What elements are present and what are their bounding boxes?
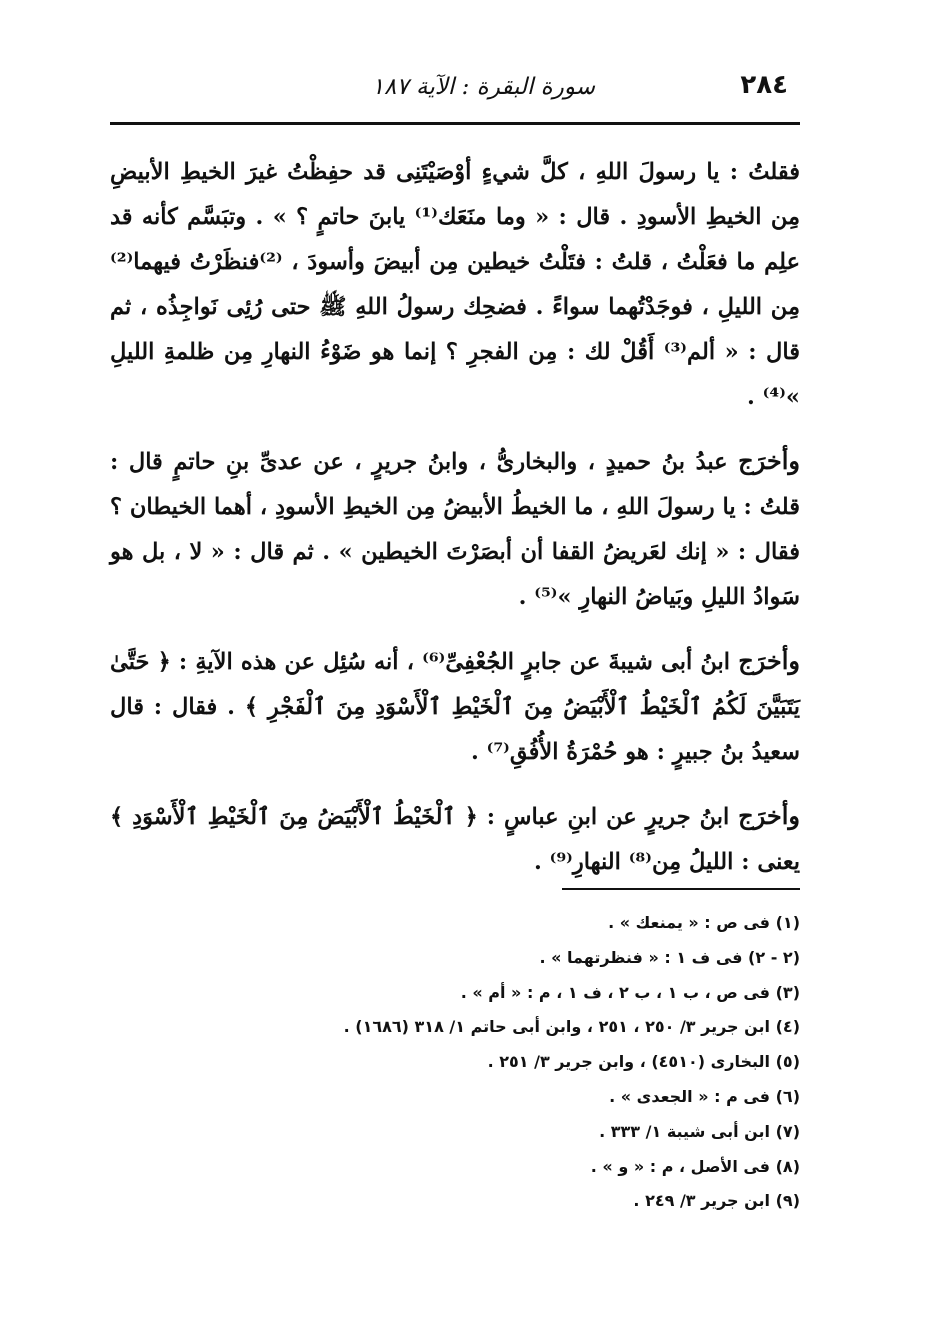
paragraph-1: [110, 150, 800, 420]
footnote-2: (٢ - ٢) فى ف ١ : « فنظرتهما » .: [539, 947, 800, 967]
paragraph-2: [110, 438, 800, 620]
footnote-8: (٨) فى الأصل ، م : « و » .: [590, 1156, 800, 1176]
footnote-3: (٣) فى ص ، ب ١ ، ب ٢ ، ف ١ ، م : « أم » .: [460, 982, 800, 1002]
footnotes: [110, 906, 800, 1219]
paragraph-4-lead: وأخرَج: [738, 801, 800, 830]
paragraph-3-lead: وأخرَج: [738, 646, 801, 675]
paragraph-3: [110, 638, 800, 775]
header-rule: [110, 122, 800, 125]
paragraph-1-text: فقلتُ : يا رسولَ اللهِ ، كلَّ شيءٍ أوْصَيْتَنِى قد حفِظْتُ غيرَ الخيطِ الأبيضِ مِن الخيطِ الأسودِ . قال : « وما منَعَك⁽¹⁾ يابنَ حاتمٍ ؟ » . وتبَسَّم كأنه قد علِم ما فعَلْتُ ، قلتُ : فتَلْتُ خيطين مِن أبيضَ وأسودَ ، ⁽²⁾فنظَرْتُ فيهما⁽²⁾ مِن الليلِ ، فوجَدْتُهما سواءً . فضحِك رسولُ اللهِ ﷺ حتى رُئِى نَواجِذُه ، ثم قال : « ألم⁽³⁾ أَقُلْ لك : مِن الفجرِ ؟ إنما هو ضَوْءُ النهارِ مِن ظلمةِ الليلِ »⁽⁴⁾ .: [110, 159, 800, 410]
paragraph-2-lead: وأخرَج: [738, 446, 800, 475]
footnote-9: (٩) ابن جرير ٣/ ٢٤٩ .: [633, 1191, 800, 1211]
footnote-7: (٧) ابن أبى شيبة ١/ ٣٣٣ .: [599, 1121, 800, 1141]
paragraph-2-text: عبدُ بنُ حميدٍ ، والبخارىُّ ، وابنُ جريرٍ ، عن عدىِّ بنِ حاتمٍ قال : قلتُ : يا رسولَ اللهِ ، ما الخيطُ الأبيضُ مِن الخيطِ الأسودِ ، أهما الخيطان ؟ فقال : « إنك لعَريضُ القفا أن أبصَرْتَ الخيطين » . ثم قال : « لا ، بل هو سَوادُ الليلِ وبَياضُ النهارِ »⁽⁵⁾ .: [110, 449, 800, 610]
footnote-5: (٥) البخارى (٤٥١٠) ، وابن جرير ٣/ ٢٥١ .: [487, 1052, 800, 1072]
running-head: سورة البقرة : الآية ١٨٧: [371, 74, 595, 100]
paragraph-4-text: ابنُ جريرٍ عن ابنِ عباسٍ : ﴿ ٱلْخَيْطُ ٱلْأَبْيَضُ مِنَ ٱلْخَيْطِ ٱلْأَسْوَدِ ﴾ يعنى : الليلُ مِن⁽⁸⁾ النهارِ⁽⁹⁾ .: [110, 804, 800, 875]
footnote-6: (٦) فى م : « الجعدى » .: [609, 1086, 800, 1106]
footnote-rule: [562, 888, 800, 890]
page-header: [110, 66, 800, 110]
main-text: [110, 150, 800, 903]
paragraph-4: [110, 793, 800, 885]
paragraph-3-text: ابنُ أبى شيبةَ عن جابرٍ الجُعْفِىِّ⁽⁶⁾ ، أنه سُئِل عن هذه الآيةِ : ﴿ حَتَّىٰ يَتَبَيَّنَ لَكُمُ ٱلْخَيْطُ ٱلْأَبْيَضُ مِنَ ٱلْخَيْطِ ٱلْأَسْوَدِ مِنَ ٱلْفَجْرِ ﴾ . فقال : قال سعيدُ بنُ جبيرٍ : هو حُمْرَةُ الأُفُقِ⁽⁷⁾ .: [110, 649, 800, 765]
footnote-4: (٤) ابن جرير ٣/ ٢٥٠ ، ٢٥١ ، وابن أبى حاتم ١/ ٣١٨ (١٦٨٦) .: [343, 1017, 800, 1037]
page-number: ٢٨٤: [740, 70, 788, 100]
footnote-1: (١) فى ص : « يمنعك » .: [608, 913, 800, 932]
